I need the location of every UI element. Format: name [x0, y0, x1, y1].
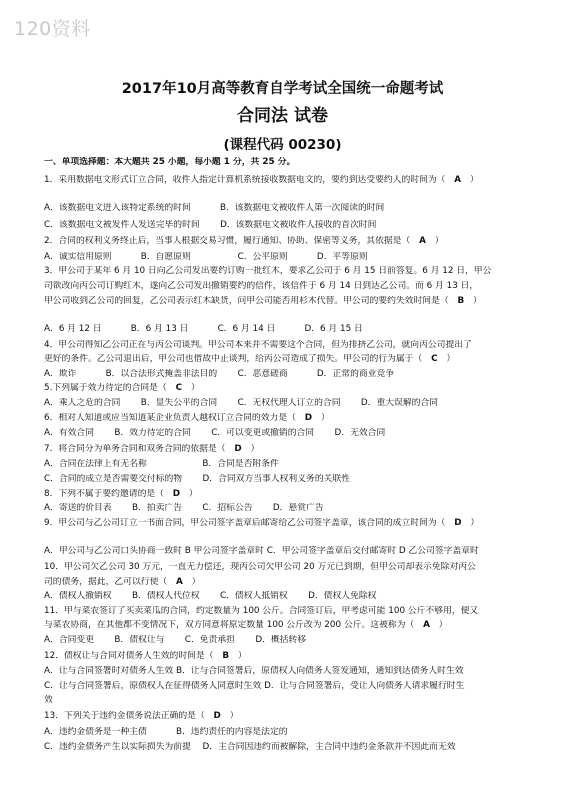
- line-text: 5.下列属于效力待定的合同是（: [44, 383, 176, 393]
- line-text: A．有效合同 B．效力待定的合同 C．可以变更或撤销的合同 D．无效合同: [44, 428, 386, 438]
- answer-close: ）: [461, 518, 480, 528]
- section-heading: [44, 157, 536, 168]
- answer-key: C: [175, 383, 183, 393]
- line-text: 10．甲公司欠乙公司 30 万元，一直无力偿还，现丙公司欠甲公司 20 万元已到期，但甲公司却表示免除对丙公: [44, 562, 476, 572]
- line-text: A．让与合同签署时对债务人生效 B．让与合同签署后，原债权人向债务人签发通知，通知到达债务人时生效: [44, 666, 464, 676]
- line-text: 2．合同的权利义务终止后，当事人根据交易习惯，履行通知、协助、保密等义务，其依据是（: [44, 236, 420, 246]
- text-line: [44, 742, 536, 753]
- answer-key: A: [175, 577, 183, 587]
- line-text: 13．下列关于违约金债务说法正确的是（: [44, 711, 214, 721]
- line-text: 12．债权让与合同对债务人生效的时间是（: [44, 651, 223, 661]
- answer-key: A: [419, 236, 426, 246]
- text-line: [44, 695, 536, 706]
- line-text: 3．甲公司于某年 6 月 10 日向乙公司发出要约订购一批红木，要求乙公司于 6 月 15 日前答复。6 月 12 日，甲公: [44, 266, 492, 276]
- answer-close: ）: [429, 620, 448, 630]
- line-text: A．寄送的价目表 B．拍卖广告 C．招标公告 D．悬赏广告: [44, 503, 324, 513]
- text-line: [44, 459, 536, 470]
- answer-close: ）: [312, 413, 330, 423]
- text-line: [44, 354, 536, 365]
- answer-key: D: [172, 489, 181, 499]
- text-line: [44, 606, 536, 617]
- text-line: [44, 236, 536, 247]
- answer-key: D: [234, 444, 242, 454]
- line-text: A．甲公司与乙公司口头协商一致时 B 甲公司签字盖章时 C．甲公司签字盖章后交付邮寄时 D 乙公司签字盖章时: [44, 546, 479, 556]
- answer-key: B: [222, 651, 230, 661]
- text-line: [44, 220, 536, 231]
- line-text: C．违约金债务产生以实际损失为前提 D．主合同因违约而被解除，主合同中违约金条款并不因此而无效: [44, 742, 456, 752]
- course-code: (课程代码 00230): [223, 137, 342, 153]
- text-line: [44, 398, 536, 409]
- line-text: 4．甲公司得知乙公司正在与丙公司谈判。甲公司本来并不需要这个合同，但为排挤乙公司，就向丙公司提出了: [44, 340, 472, 350]
- text-line: [44, 651, 536, 662]
- answer-key: D: [454, 518, 462, 528]
- answer-close: ）: [220, 711, 239, 721]
- text-line: [44, 635, 536, 646]
- answer-close: ）: [464, 296, 482, 306]
- line-text: A．合同在法律上有无名称 B．合同是否附条件: [44, 459, 279, 469]
- text-line: [44, 369, 536, 380]
- line-text: A．6 月 12 日 B．6 月 13 日 C．6 月 14 日 D．6 月 15 日: [44, 324, 363, 334]
- answer-close: ）: [180, 489, 198, 499]
- line-text: A．违约金债务是一种主债 B．违约责任的内容是法定的: [44, 727, 288, 737]
- answer-key: A: [454, 175, 462, 185]
- line-text: A．该数据电文进入该特定系统的时间 B．该数据电文被收件人第一次阅读的时间: [44, 203, 385, 213]
- exam-title: 2017年10月高等教育自学考试全国统一命题考试: [121, 81, 444, 97]
- line-text: 一、单项选择题：本大题共 25 小题，每小题 1 分，共 25 分。: [44, 157, 296, 167]
- text-line: [44, 518, 536, 529]
- text-line: [44, 489, 536, 500]
- text-line: [44, 428, 536, 439]
- text-line: [44, 711, 536, 722]
- answer-close: ）: [425, 236, 444, 246]
- answer-close: ）: [437, 354, 456, 364]
- text-line: [44, 562, 536, 573]
- text-line: [44, 577, 536, 588]
- text-line: [44, 444, 536, 455]
- paper-title: 合同法 试卷: [237, 106, 328, 126]
- line-text: 司的债务，据此，乙可以行使（: [44, 577, 176, 587]
- answer-key: B: [457, 296, 465, 306]
- text-line: [44, 252, 536, 263]
- text-line: [44, 203, 536, 214]
- text-line: [44, 340, 536, 351]
- line-text: 司欲改向丙公司订购红木，遂向乙公司发出撤销要约的信件，该信件于 6 月 14 日到达乙公司。而 6 月 13 日，: [44, 281, 479, 291]
- text-line: [44, 413, 536, 424]
- text-line: [44, 474, 536, 485]
- line-text: 更好的条件。乙公司退出后，甲公司也借故中止谈判，给丙公司造成了损失。甲公司的行为属于（: [44, 354, 432, 364]
- line-text: 9．甲公司与乙公司订立一书面合同，甲公司签字盖章后邮寄给乙公司签字盖章，该合同的成立时间为（: [44, 518, 455, 528]
- line-text: C．合同的成立是否需要交付标的物 D．合同双方当事人权利义务的关联性: [44, 474, 351, 484]
- answer-key: D: [213, 711, 221, 721]
- text-line: [44, 281, 536, 292]
- text-line: [44, 620, 536, 631]
- line-text: C．让与合同签署后，原债权人在征得债务人同意时生效 D．让与合同签署后，受让人向债务人请求履行时生: [44, 681, 465, 691]
- answer-close: ）: [182, 383, 200, 393]
- answer-key: C: [431, 354, 438, 364]
- line-text: 8．下列不属于要约邀请的是（: [44, 489, 173, 499]
- line-text: 甲公司收到乙公司的回复，乙公司表示红木缺货，问甲公司能否用杉木代替。甲公司的要约失效时间是（: [44, 296, 458, 306]
- line-text: 7．将合同分为单务合同和双务合同的依据是（: [44, 444, 235, 454]
- line-text: 效: [44, 695, 53, 705]
- text-line: [44, 266, 536, 277]
- line-text: A．诚实信用原则 B．自愿原则 C．公平原则 D．平等原则: [44, 252, 368, 262]
- text-line: [44, 324, 536, 335]
- line-text: 6．相对人知道或应当知道某企业负责人越权订立合同的效力是（: [44, 413, 305, 423]
- text-line: [44, 175, 536, 186]
- text-line: [44, 727, 536, 738]
- text-line: [44, 296, 536, 307]
- answer-close: ）: [229, 651, 247, 661]
- line-text: A．债权人撤销权 B．债权人代位权 C．债权人抵销权 D．债权人免除权: [44, 591, 377, 601]
- answer-close: ）: [461, 175, 479, 185]
- text-line: [44, 591, 536, 602]
- answer-close: ）: [241, 444, 260, 454]
- text-line: [44, 666, 536, 677]
- line-text: A．合同变更 B．债权让与 C．免责承担 D．概括转移: [44, 635, 307, 645]
- line-text: A．乘人之危的合同 B．显失公平的合同 C．无权代理人订立的合同 D．重大误解的合同: [44, 398, 439, 408]
- line-text: 1．采用数据电文形式订立合同，收件人指定计算机系统接收数据电文的，要约到达受要约人的时间为（: [44, 175, 455, 185]
- line-text: A．欺诈 B．以合法形式掩盖非法目的 C．恶意磋商 D．正常的商业竞争: [44, 369, 395, 379]
- text-line: [44, 681, 536, 692]
- watermark: 120资料: [14, 18, 91, 40]
- text-line: [44, 383, 536, 394]
- text-line: [44, 546, 536, 557]
- line-text: C．该数据电文被发件人发送完毕的时间 D．该数据电文被收件人接收的首次时间: [44, 220, 377, 230]
- answer-key: D: [304, 413, 313, 423]
- answer-key: A: [423, 620, 430, 630]
- text-line: [44, 503, 536, 514]
- line-text: 11．甲与菜农签订了买卖菜瓜的合同，约定数量为 100 公斤。合同签订后，甲考虑可能 100 公斤不够用，便又: [44, 606, 479, 616]
- line-text: 与菜农协商，在其他都不变情况下，双方同意将原定数量 100 公斤改为 200 公斤。这被称为（: [44, 620, 424, 630]
- answer-close: ）: [182, 577, 201, 587]
